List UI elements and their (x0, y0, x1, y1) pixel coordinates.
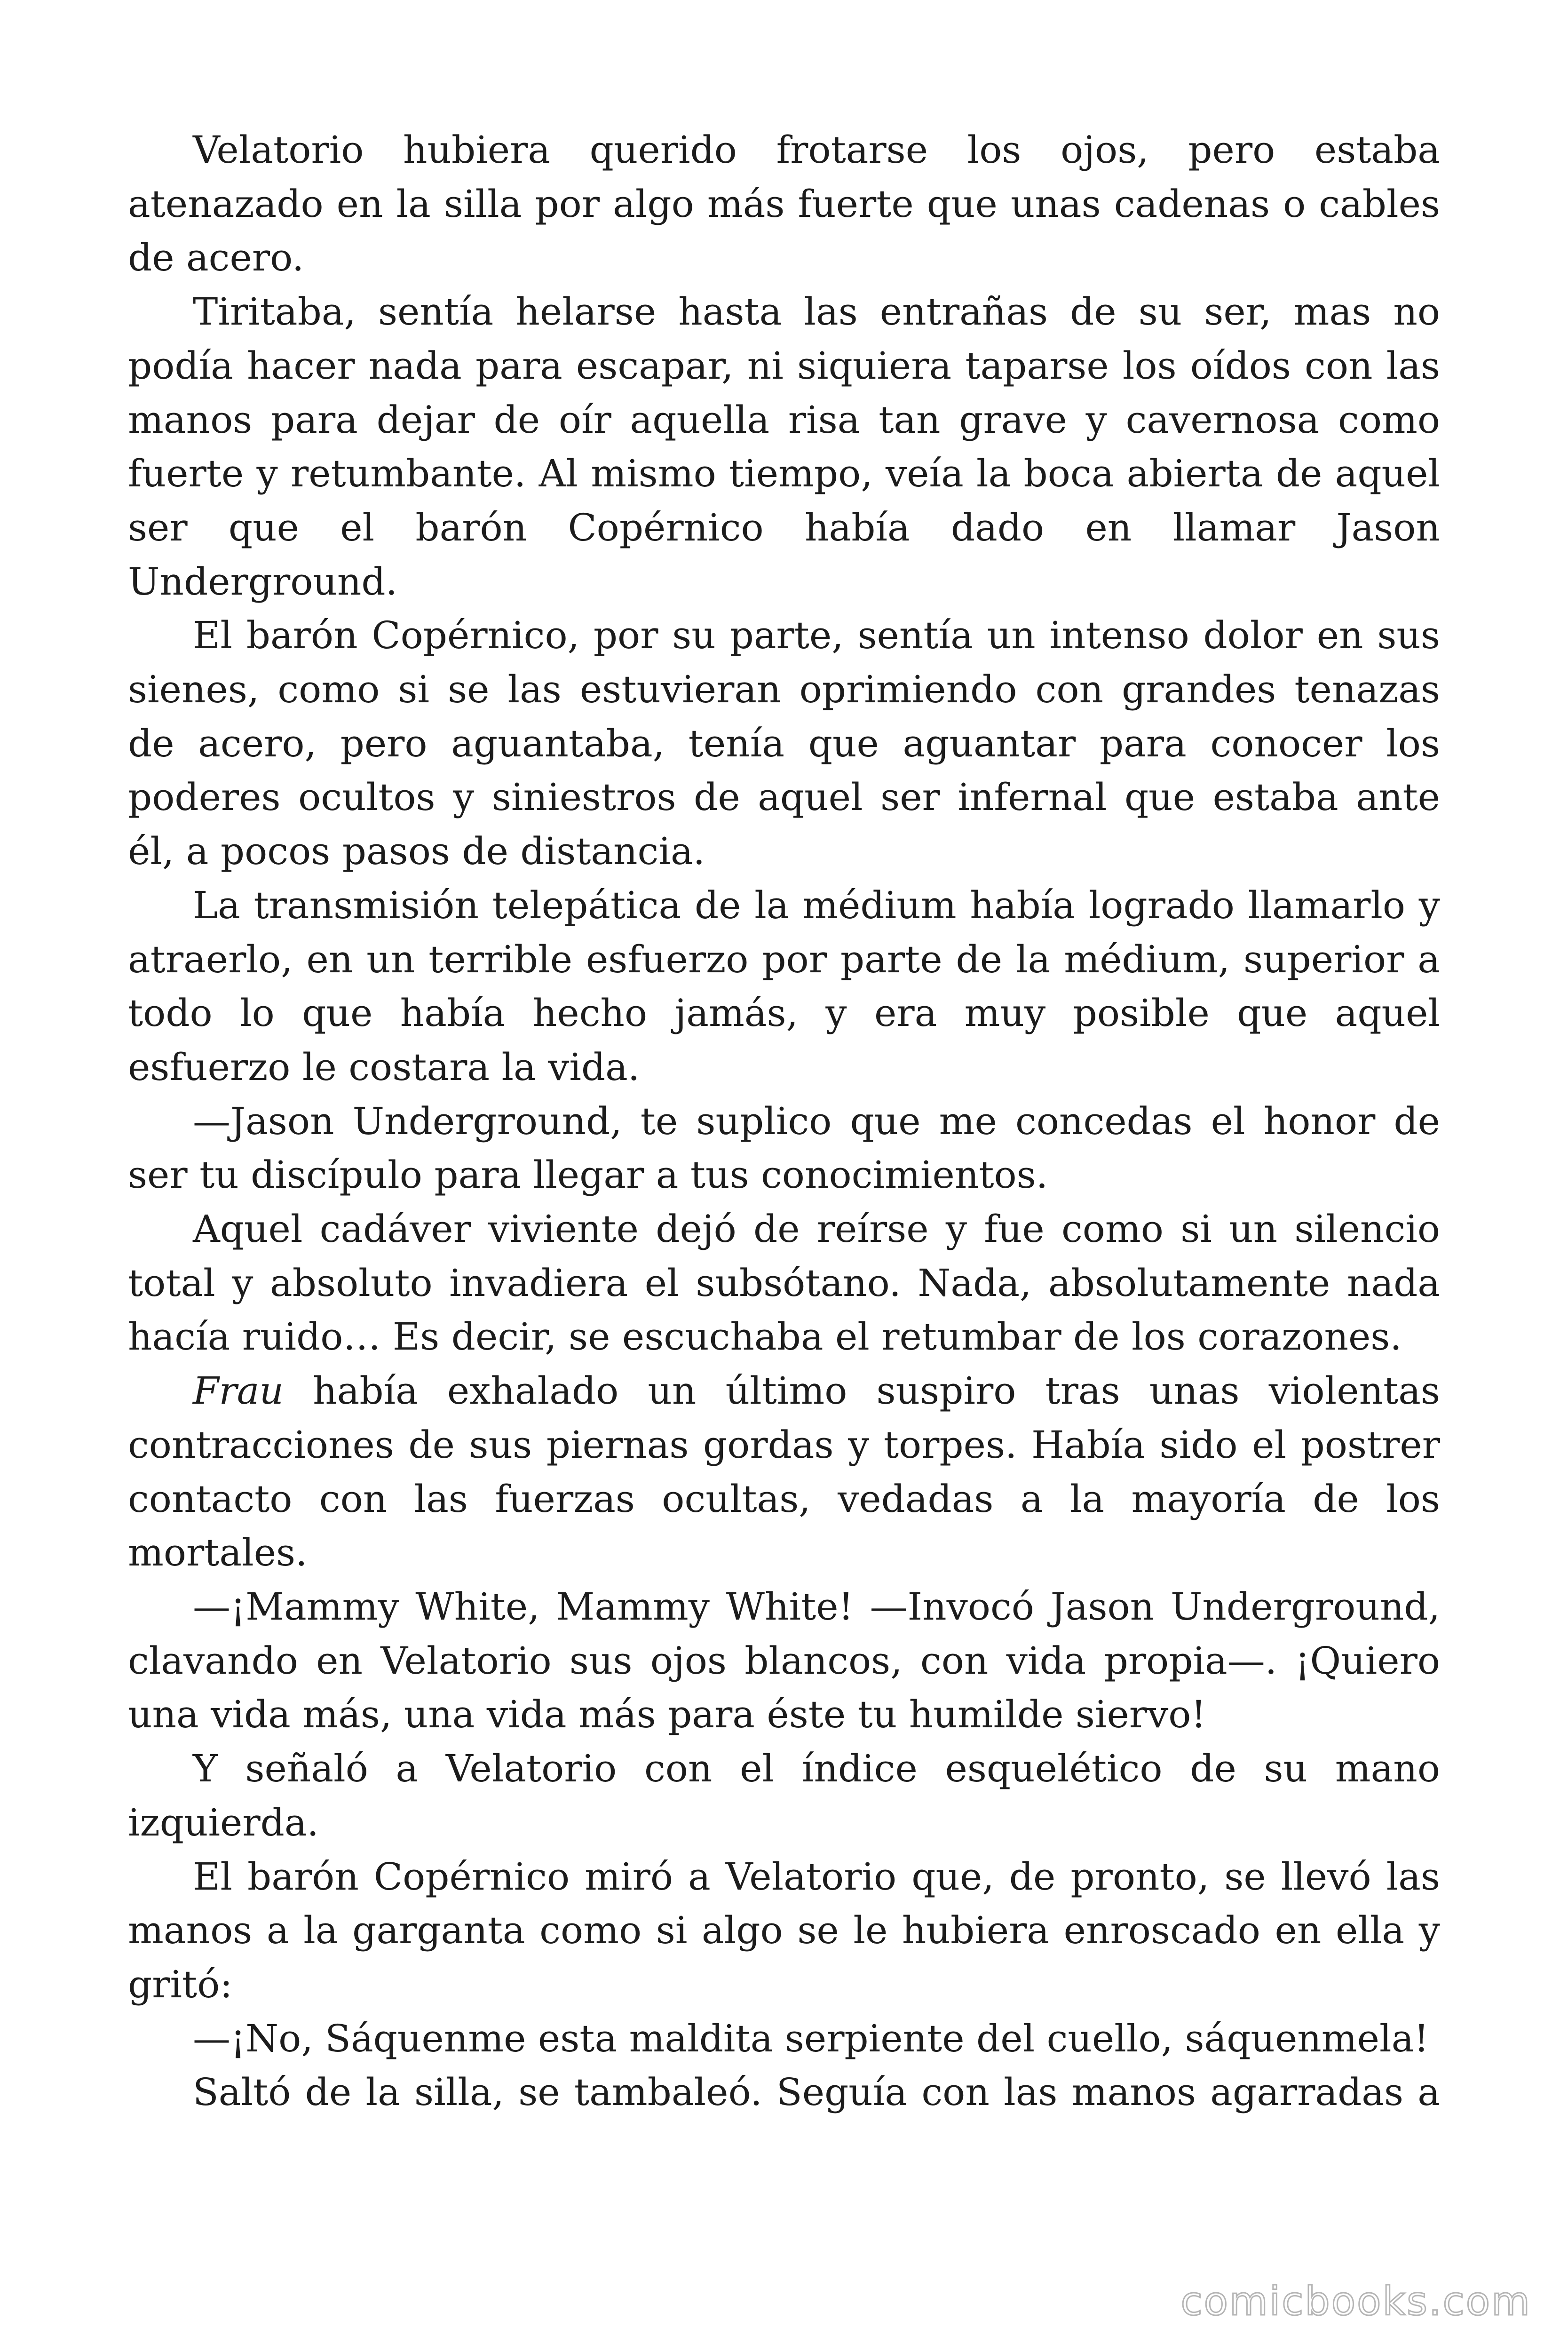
paragraph (128, 1364, 1440, 1580)
italic-word: Frau (193, 1369, 284, 1413)
paragraph: Aquel cadáver viviente dejó de reírse y fue como si un silencio total y absoluto invadiera el subsótano. Nada, absolutamente nada hacía ruido… Es decir, se escuchaba el retumbar de los corazones. (128, 1207, 1440, 1359)
paragraph-rest: había exhalado un último suspiro tras unas violentas contracciones de sus piernas gordas y torpes. Había sido el postrer contacto con las fuerzas ocultas, vedadas a la mayoría de los mortales. (128, 1369, 1440, 1575)
paragraph: El barón Copérnico, por su parte, sentía un intenso dolor en sus sienes, como si se las estuvieran oprimiendo con grandes tenazas de acero, pero aguantaba, tenía que aguantar para conocer los poderes ocultos y siniestros de aquel ser infernal que estaba ante él, a pocos pasos de distancia. (128, 613, 1440, 874)
paragraph: Velatorio hubiera querido frotarse los ojos, pero estaba atenazado en la silla por algo más fuerte que unas cadenas o cables de acero. (128, 128, 1440, 280)
paragraph: —¡Mammy White, Mammy White! —Invocó Jason Underground, clavando en Velatorio sus ojos blancos, con vida propia—. ¡Quiero una vida más, una vida más para éste tu humilde siervo! (128, 1584, 1440, 1737)
paragraph: Tiritaba, sentía helarse hasta las entrañas de su ser, mas no podía hacer nada para escapar, ni siquiera taparse los oídos con las manos para dejar de oír aquella risa tan grave y cavernosa como fuerte y retumbante. Al mismo tiempo, veía la boca abierta de aquel ser que el barón Copérnico había dado en llamar Jason Underground. (128, 290, 1440, 604)
paragraph: Y señaló a Velatorio con el índice esquelético de su mano izquierda. (128, 1747, 1440, 1844)
paragraph: El barón Copérnico miró a Velatorio que, de pronto, se llevó las manos a la garganta como si algo se le hubiera enroscado en ella y gritó: (128, 1854, 1440, 2006)
paragraph: La transmisión telepática de la médium había logrado llamarlo y atraerlo, en un terrible esfuerzo por parte de la médium, superior a todo lo que había hecho jamás, y era muy posible que aquel esfuerzo le costara la vida. (128, 883, 1440, 1089)
paragraph: —Jason Underground, te suplico que me concedas el honor de ser tu discípulo para llegar a tus conocimientos. (128, 1099, 1440, 1197)
paragraph: —¡No, Sáquenme esta maldita serpiente del cuello, sáquenmela! (193, 2016, 1429, 2060)
watermark: comicbooks.com (1180, 2278, 1531, 2324)
paragraph-last-line: Saltó de la silla, se tambaleó. Seguía con las manos agarradas a (193, 2070, 1440, 2114)
body-text (128, 123, 1440, 2120)
